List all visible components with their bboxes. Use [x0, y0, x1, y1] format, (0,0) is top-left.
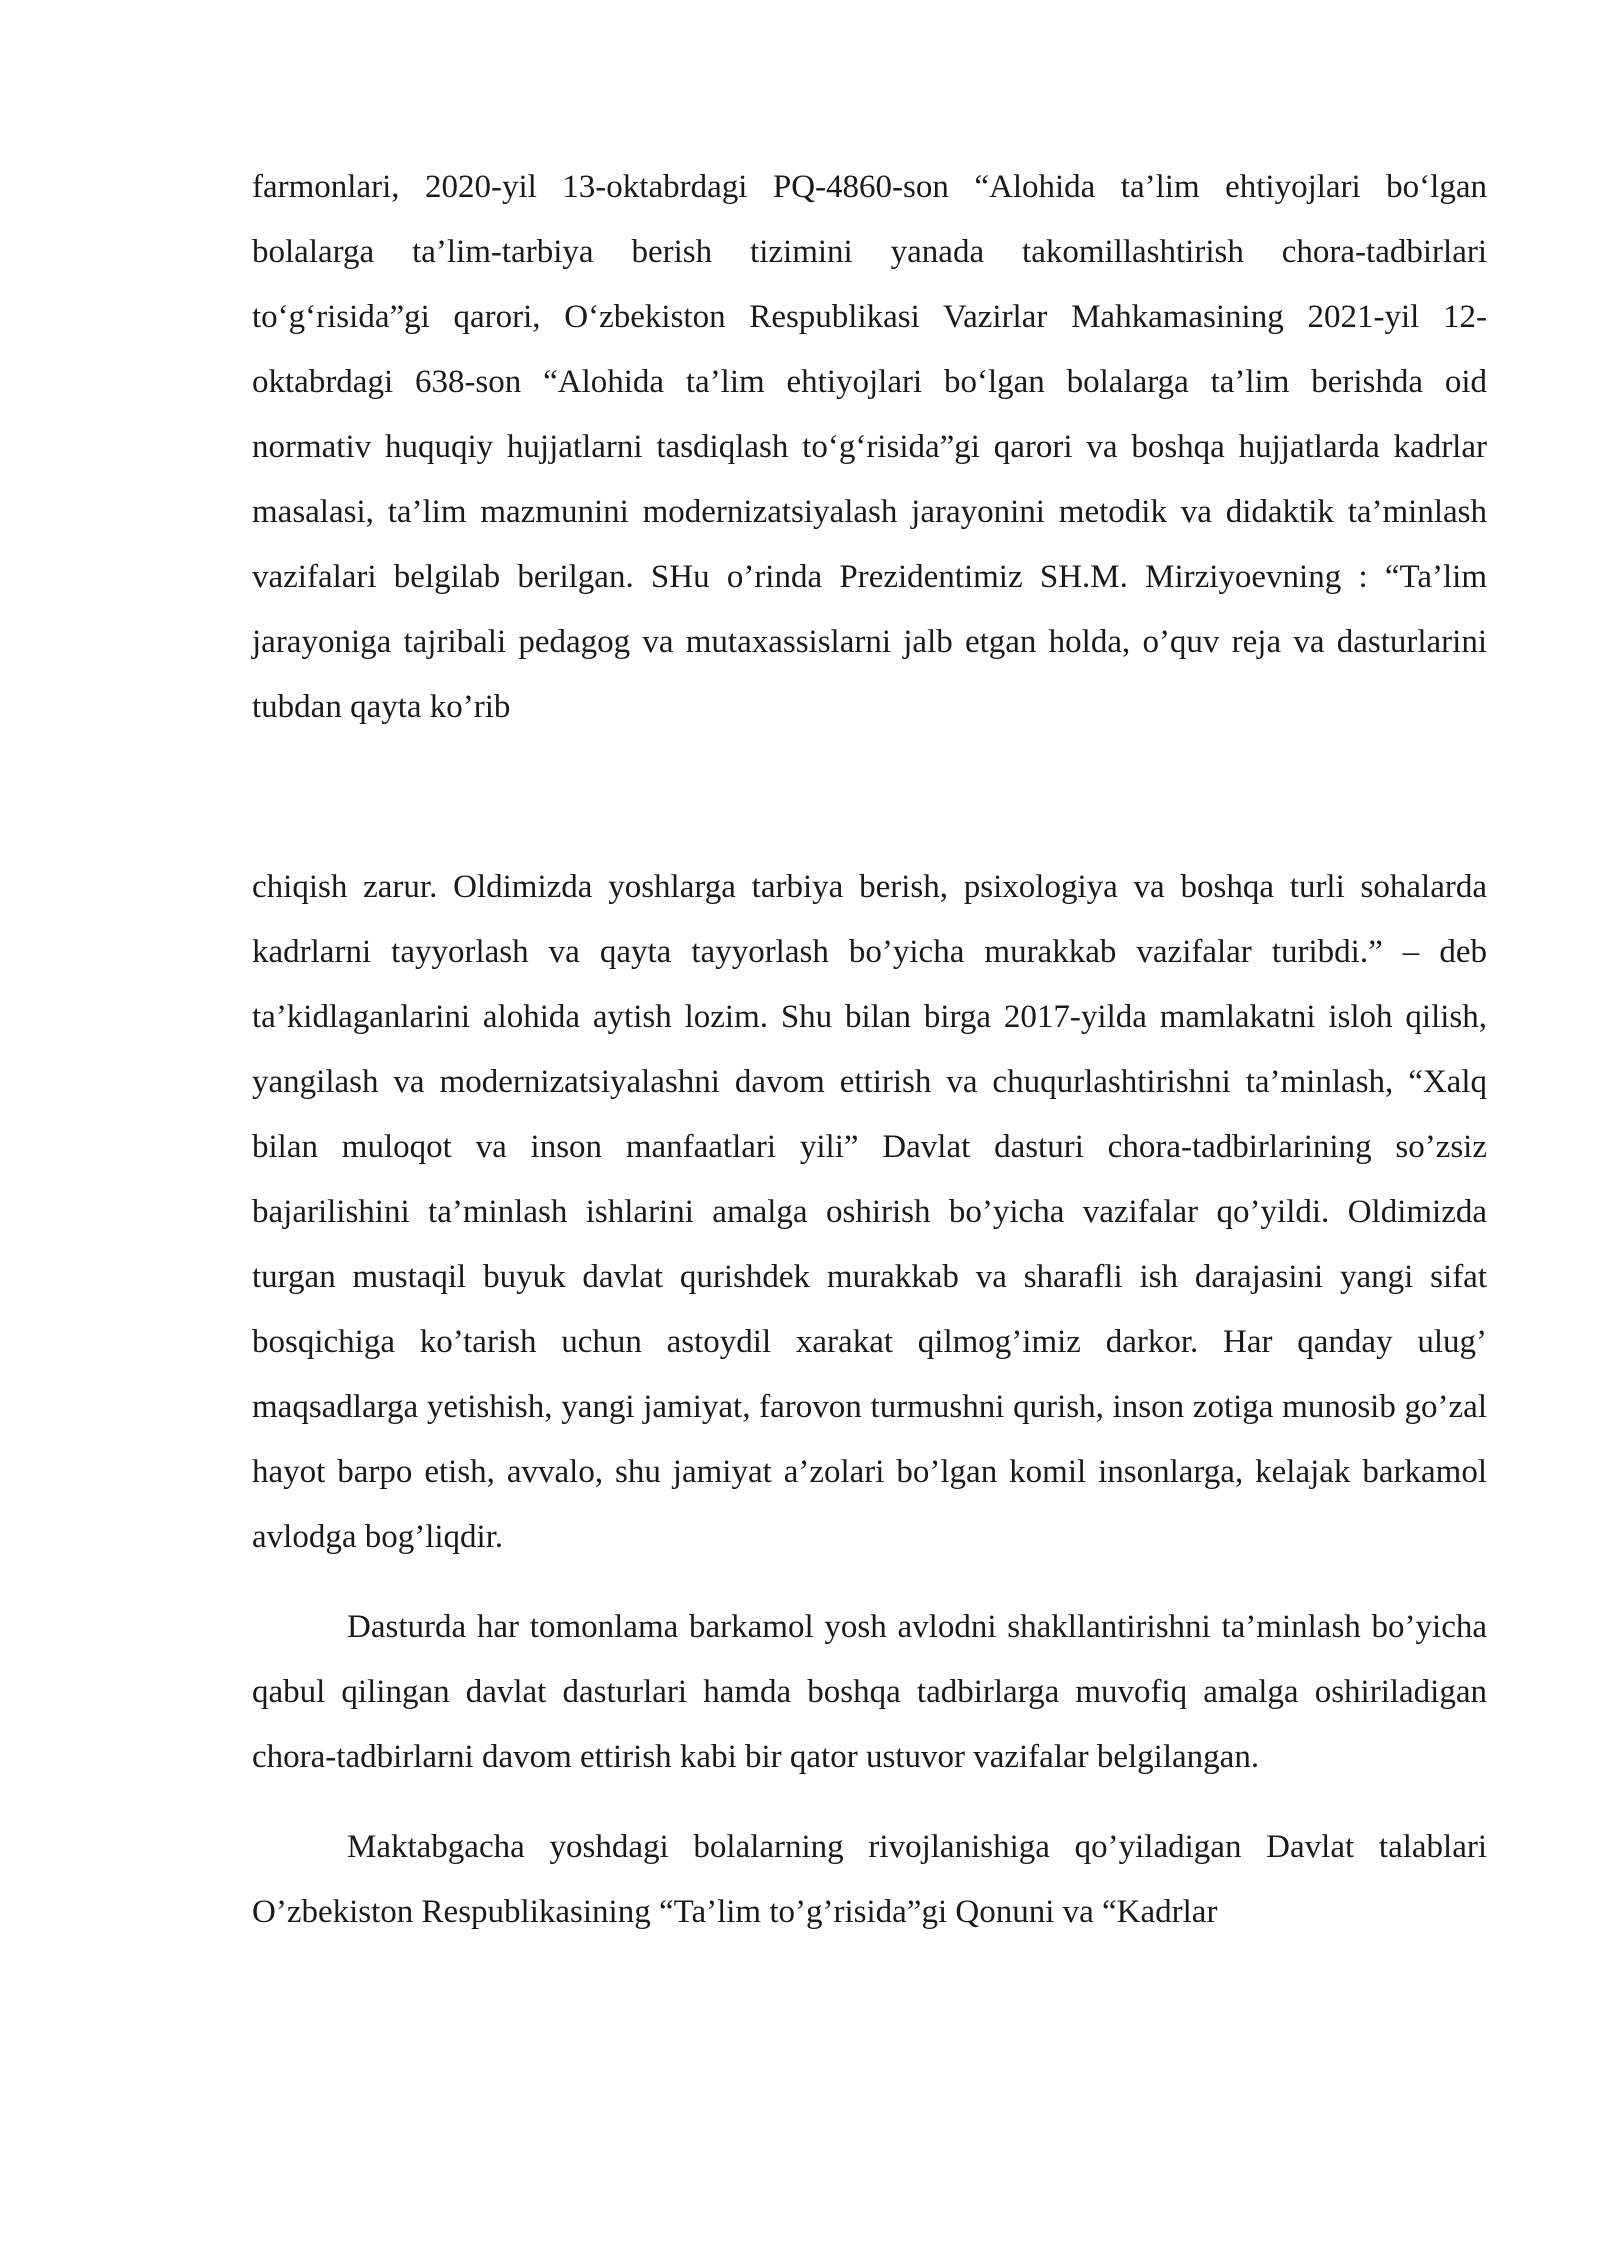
- paragraph-3: Dasturda har tomonlama barkamol yosh avlodni shakllantirishni ta’minlash bo’yicha qabul qilingan davlat dasturlari hamda boshqa tadbirlarga muvofiq amalga oshiriladigan chora-tadbirlarni davom ettirish kabi bir qator ustuvor vazifalar belgilangan.: [252, 1609, 1487, 1775]
- paragraph-1: farmonlari, 2020-yil 13-oktabrdagi PQ-4860-son “Alohida ta’lim ehtiyojlari bo‘lgan bolalarga ta’lim-tarbiya berish tizimini yanada takomillashtirish chora-tadbirlari to‘g‘risida”gi qarori, O‘zbekiston Respublikasi Vazirlar Mahkamasining 2021-yil 12-oktabrdagi 638-son “Alohida ta’lim ehtiyojlari bo‘lgan bolalarga ta’lim berishda oid normativ huquqiy hujjatlarni tasdiqlash to‘g‘risida”gi qarori va boshqa hujjatlarda kadrlar masalasi, ta’lim mazmunini modernizatsiyalash jarayonini metodik va didaktik ta’minlash vazifalari belgilab berilgan. SHu o’rinda Prezidentimiz SH.M. Mirziyoevning : “Ta’lim jarayoniga tajribali pedagog va mutaxassislarni jalb etgan holda, o’quv reja va dasturlarini tubdan qayta ko’rib: [252, 169, 1487, 725]
- text-block-top: [252, 155, 1487, 740]
- paragraph-2: chiqish zarur. Oldimizda yoshlarga tarbiya berish, psixologiya va boshqa turli sohalarda kadrlarni tayyorlash va qayta tayyorlash bo’yicha murakkab vazifalar turibdi.” – deb ta’kidlaganlarini alohida aytish lozim. Shu bilan birga 2017-yilda mamlakatni isloh qilish, yangilash va modernizatsiyalashni davom ettirish va chuqurlashtirishni ta’minlash, “Xalq bilan muloqot va inson manfaatlari yili” Davlat dasturi chora-tadbirlarining so’zsiz bajarilishini ta’minlash ishlarini amalga oshirish bo’yicha vazifalar qo’yildi. Oldimizda turgan mustaqil buyuk davlat qurishdek murakkab va sharafli ish darajasini yangi sifat bosqichiga ko’tarish uchun astoydil xarakat qilmog’imiz darkor. Har qanday ulug’ maqsadlarga yetishish, yangi jamiyat, farovon turmushni qurish, inson zotiga munosib go’zal hayot barpo etish, avvalo, shu jamiyat a’zolari bo’lgan komil insonlarga, kelajak barkamol avlodga bog’liqdir.: [252, 869, 1487, 1555]
- paragraph-4: Maktabgacha yoshdagi bolalarning rivojlanishiga qo’yiladigan Davlat talablari O’zbekiston Respublikasining “Ta’lim to’g’risida”gi Qonuni va “Kadrlar: [252, 1829, 1487, 1930]
- text-block-bottom: [252, 855, 1487, 1945]
